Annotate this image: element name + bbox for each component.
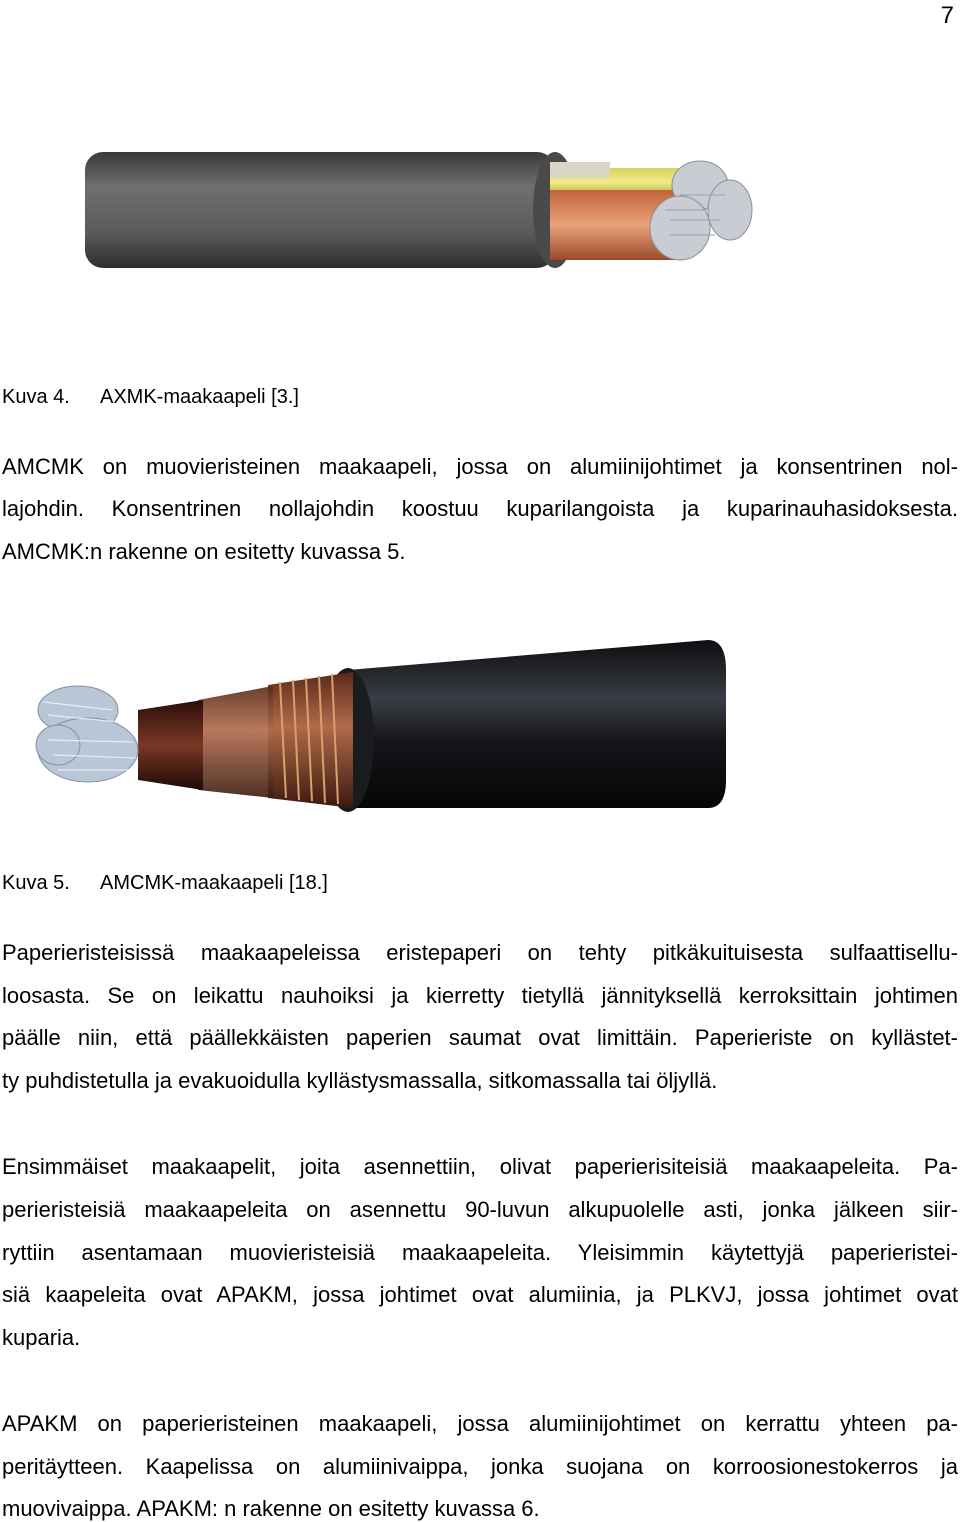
amcmk-cable-image <box>18 630 728 830</box>
figure4-caption <box>2 386 299 409</box>
axmk-cable-image <box>80 140 760 280</box>
figure4-caption-text: AXMK-maakaapeli [3.] <box>100 386 299 408</box>
para1-line: lajohdin. Konsentrinen nollajohdin koostuu kuparilangoista ja kuparinauhasidoksesta. <box>2 496 958 521</box>
para3-line: perieristeisiä maakaapeleita on asennettu 90-luvun alkupuolelle asti, jonka jälkeen siir- <box>2 1197 958 1222</box>
page-number: 7 <box>940 2 954 29</box>
para1-line: AMCMK:n rakenne on esitetty kuvassa 5. <box>2 539 406 564</box>
para2-line: Paperieristeisissä maakaapeleissa eristepaperi on tehty pitkäkuituisesta sulfaattisellu- <box>2 940 958 965</box>
para3-line: siä kaapeleita ovat APAKM, jossa johtimet ovat alumiinia, ja PLKVJ, jossa johtimet ovat <box>2 1282 958 1307</box>
figure5-caption-text: AMCMK-maakaapeli [18.] <box>100 872 328 894</box>
para2-line: loosasta. Se on leikattu nauhoiksi ja kierretty tietyllä jännityksellä kerroksittain johtimen <box>2 983 958 1008</box>
para4-line: APAKM on paperieristeinen maakaapeli, jossa alumiinijohtimet on kerrattu yhteen pa- <box>2 1411 958 1436</box>
para3-line: kuparia. <box>2 1325 81 1350</box>
figure4-label: Kuva 4. <box>2 386 70 408</box>
para3-line: ryttiin asentamaan muovieristeisiä maakaapeleita. Yleisimmin käytettyjä paperieristei- <box>2 1240 958 1265</box>
para2-line: päälle niin, että päällekkäisten paperien saumat ovat limittäin. Paperieriste on kyllästet- <box>2 1025 958 1050</box>
figure5-caption <box>2 872 328 895</box>
para4-line: peritäytteen. Kaapelissa on alumiinivaippa, jonka suojana on korroosionestokerros ja <box>2 1454 958 1479</box>
para2-line: ty puhdistetulla ja evakuoidulla kyllästysmassalla, sitkomassalla tai öljyllä. <box>2 1068 718 1093</box>
para3-line: Ensimmäiset maakaapelit, joita asennettiin, olivat paperierisiteisiä maakaapeleita. Pa- <box>2 1154 958 1179</box>
figure5-label: Kuva 5. <box>2 872 70 894</box>
para1-line: AMCMK on muovieristeinen maakaapeli, jossa on alumiinijohtimet ja konsentrinen nol- <box>2 454 958 479</box>
para4-line: muovivaippa. APAKM: n rakenne on esitetty kuvassa 6. <box>2 1496 540 1521</box>
